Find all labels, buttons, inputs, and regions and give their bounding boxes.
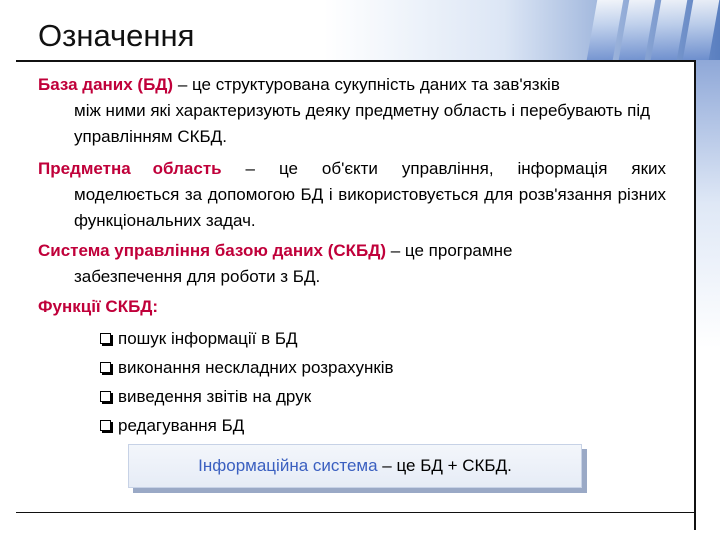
list-item bbox=[100, 411, 666, 440]
functions-heading-text: Функції СКБД: bbox=[38, 297, 159, 316]
definition-term: База даних (БД) bbox=[38, 75, 174, 94]
definition-text: – це об'єкти управління, інформація яких bbox=[221, 159, 666, 178]
definition-text-continued: між ними які характеризують деяку предметну область і перебувають під управлінням СКБД. bbox=[74, 101, 651, 146]
definition-text: – це структурована сукупність даних та зав'язків bbox=[173, 75, 560, 94]
definition-term: Предметна область bbox=[38, 159, 222, 178]
slide-content bbox=[38, 72, 666, 440]
page-title: Означення bbox=[38, 18, 195, 53]
definition-text-continued: моделюється за допомогою БД і використовується для розв'язання різних функціональних задач. bbox=[74, 185, 666, 230]
list-item bbox=[100, 324, 666, 353]
definition-subject-area-continued bbox=[38, 182, 666, 234]
right-border-line bbox=[694, 60, 696, 530]
list-item-text: пошук інформації в БД bbox=[118, 329, 298, 348]
list-item bbox=[100, 382, 666, 411]
info-system-callout bbox=[128, 444, 582, 488]
list-item-text: виведення звітів на друк bbox=[118, 387, 312, 406]
definition-dbms bbox=[38, 238, 666, 290]
definition-text-continued: забезпечення для роботи з БД. bbox=[74, 267, 321, 286]
functions-list bbox=[38, 324, 666, 440]
definition-subject-area bbox=[38, 156, 666, 182]
callout-term: Інформаційна система bbox=[198, 456, 378, 475]
functions-heading bbox=[38, 294, 666, 320]
list-item-text: редагування БД bbox=[118, 416, 245, 435]
checkbox-bullet-icon bbox=[100, 333, 111, 344]
checkbox-bullet-icon bbox=[100, 391, 111, 402]
checkbox-bullet-icon bbox=[100, 362, 111, 373]
definition-database bbox=[38, 72, 666, 150]
checkbox-bullet-icon bbox=[100, 420, 111, 431]
definition-term: Система управління базою даних (СКБД) bbox=[38, 241, 387, 260]
list-item-text: виконання нескладних розрахунків bbox=[118, 358, 394, 377]
list-item bbox=[100, 353, 666, 382]
bottom-border-line bbox=[16, 512, 694, 513]
right-decoration bbox=[694, 60, 720, 540]
definition-text: – це програмне bbox=[386, 241, 513, 260]
callout-text: – це БД + СКБД. bbox=[377, 456, 512, 475]
title-underline bbox=[16, 60, 694, 62]
